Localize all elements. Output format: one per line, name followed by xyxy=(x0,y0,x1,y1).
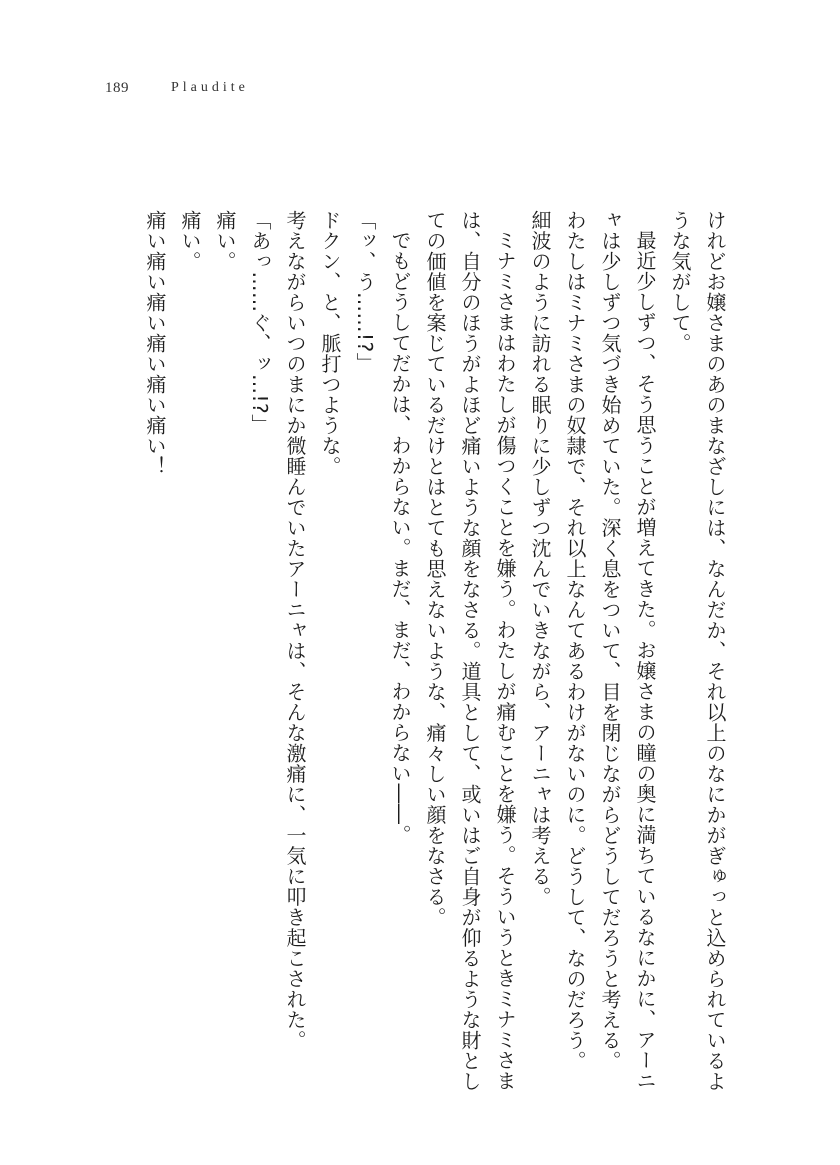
paragraph: けれどお嬢さまのあのまなざしには、なんだか、それ以上のなにかがぎゅっと込められているような気がして。 xyxy=(668,210,727,1092)
vertical-body-text xyxy=(92,210,732,1095)
paragraph: 痛い。 xyxy=(178,210,202,272)
paragraph: 痛い痛い痛い痛い痛い痛い！ xyxy=(143,210,167,477)
paragraph: 考えながらいつのまにか微睡んでいたアーニャは、そんな激痛に、一気に叩き起こされた。 xyxy=(283,210,307,1051)
paragraph: ドクン、と、脈打つような。 xyxy=(318,210,342,477)
paragraph: ミナミさまはわたしが傷つくことを嫌う。わたしが痛むことを嫌う。そういうときミナミさまは、自分のほうがよほど痛いような顔をなさる。道具として、或いはご自身が仰るような財としての価値を案じているだけとはとても思えないような、痛々しい顔をなさる。 xyxy=(423,210,517,1092)
dialogue-line: 「ッ、う……!?」 xyxy=(353,210,377,374)
paragraph: 最近少しずつ、そう思うことが増えてきた。お嬢さまの瞳の奥に満ちているなにかに、アーニャは少しずつ気づき始めていた。深く息をついて、目を閉じながらどうしてだろうと考える。 xyxy=(598,210,657,1091)
paragraph: 痛い。 xyxy=(213,210,237,272)
paragraph: でもどうしてだかは、わからない。まだ、まだ、わからない――。 xyxy=(388,230,412,845)
page-header xyxy=(105,76,249,100)
page-number: 189 xyxy=(105,79,129,96)
paragraph: わたしはミナミさまの奴隷で、それ以上なんてあるわけがないのに。どうして、なのだろう。 xyxy=(563,210,587,1071)
dialogue-line: 「あっ……ぐ、ッ…!?」 xyxy=(248,210,272,435)
running-title: Plaudite xyxy=(171,80,249,95)
paragraph: 細波のように訪れる眠りに少しずつ沈んでいきながら、アーニャは考える。 xyxy=(528,210,552,907)
